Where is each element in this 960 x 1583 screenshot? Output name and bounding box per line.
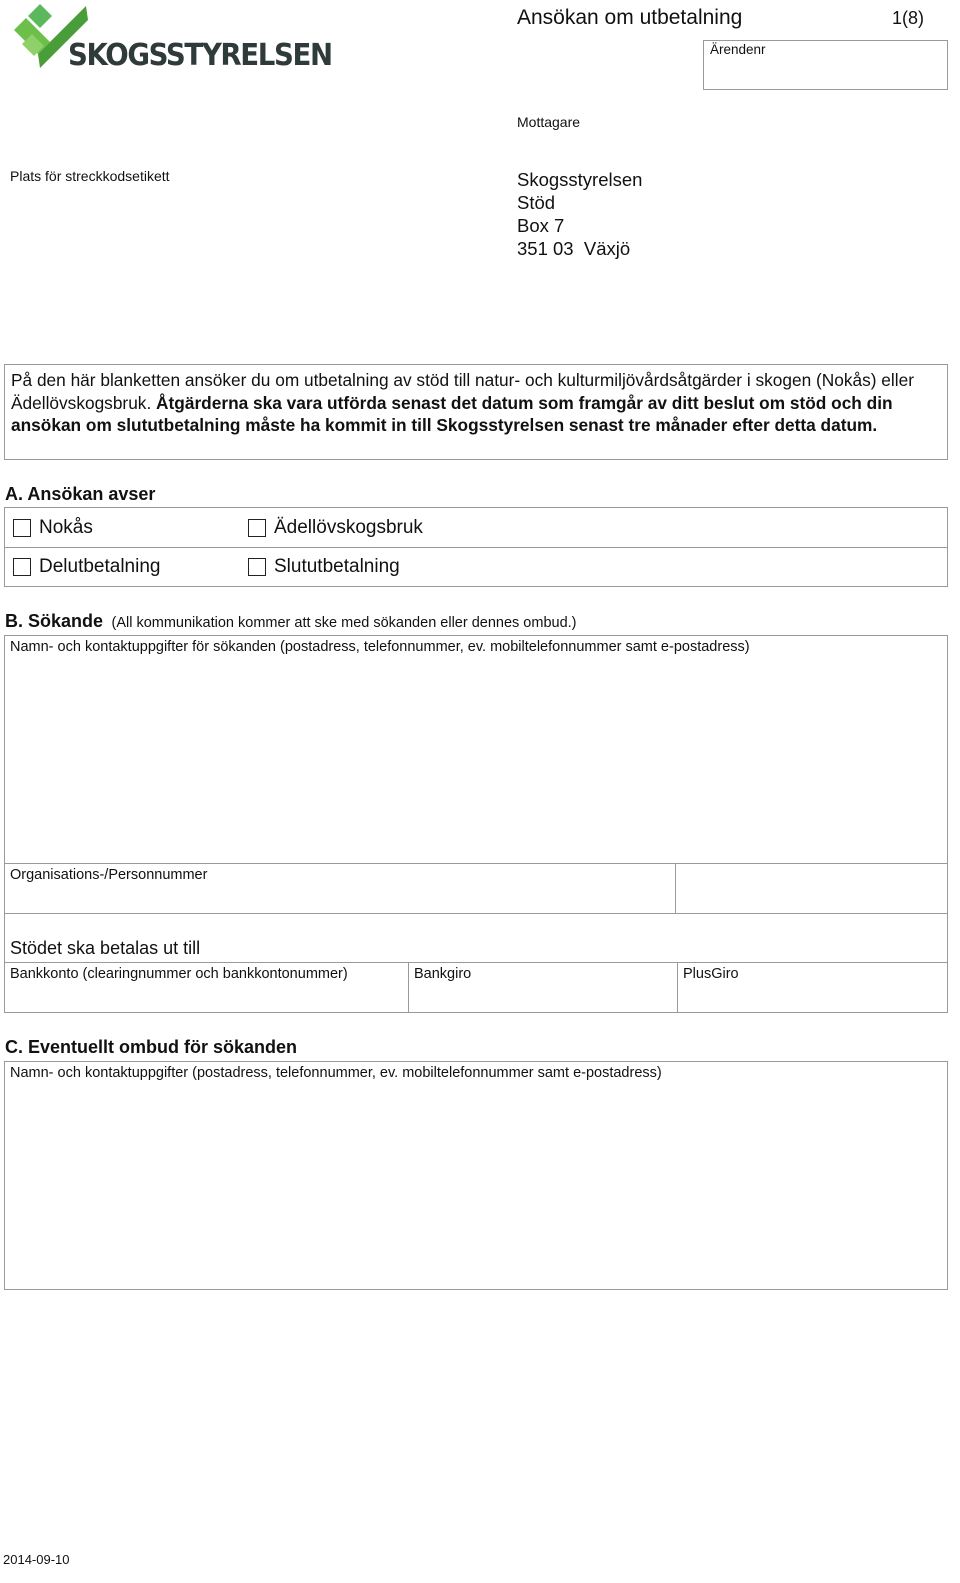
case-number-input[interactable]: [710, 61, 944, 87]
section-a-divider: [5, 547, 947, 548]
address-line-4: 351 03 Växjö: [517, 238, 631, 259]
intro-box: [4, 364, 948, 460]
slututbetalning-label: Slututbetalning: [274, 556, 400, 577]
agent-contact-label: Namn- och kontaktuppgifter (postadress, telefonnummer, ev. mobiltelefonnummer samt e-postadress): [10, 1065, 662, 1081]
slututbetalning-checkbox[interactable]: [248, 558, 266, 576]
barcode-label: Plats för streckkodsetikett: [10, 168, 170, 184]
bankgiro-box[interactable]: [408, 962, 678, 1013]
payment-heading-box: [4, 913, 948, 963]
applicant-contact-box[interactable]: [4, 635, 948, 864]
section-a-box: [4, 507, 948, 587]
bank-account-label: Bankkonto (clearingnummer och bankkontonummer): [10, 966, 348, 982]
form-title: Ansökan om utbetalning: [517, 6, 743, 29]
applicant-contact-label: Namn- och kontaktuppgifter för sökanden (postadress, telefonnummer, ev. mobiltelefonnummer samt e-postadress): [10, 639, 750, 655]
section-b-title: B. Sökande: [5, 611, 104, 631]
page-indicator: 1(8): [892, 8, 925, 28]
address-line-3: Box 7: [517, 215, 565, 236]
section-c-title: C. Eventuellt ombud för sökanden: [5, 1037, 298, 1057]
plusgiro-label: PlusGiro: [683, 966, 739, 982]
applicant-contact-input[interactable]: [10, 660, 944, 862]
plusgiro-input[interactable]: [683, 985, 946, 1011]
bankgiro-label: Bankgiro: [414, 966, 472, 982]
bank-account-input[interactable]: [10, 985, 407, 1011]
recipient-address: [517, 168, 642, 260]
footer-date: 2014-09-10: [3, 1552, 70, 1567]
intro-text: På den här blanketten ansöker du om utbetalning av stöd till natur- och kulturmiljövårdsåtgärder i skogen (Nokås) eller Ädellövskogsbruk.: [11, 370, 914, 413]
address-line-2: Stöd: [517, 192, 556, 213]
orgnr-extra-box[interactable]: [675, 863, 948, 914]
plusgiro-box[interactable]: [677, 962, 948, 1013]
bank-account-box[interactable]: [4, 962, 409, 1013]
logo: [10, 4, 332, 74]
nokas-checkbox[interactable]: [13, 519, 31, 537]
case-number-label: Ärendenr: [710, 42, 766, 57]
section-b-heading: [5, 611, 577, 632]
logo-text: SKOGSSTYRELSEN: [68, 38, 332, 73]
section-b-note: (All kommunikation kommer att ske med sökanden eller dennes ombud.): [111, 615, 577, 631]
bankgiro-input[interactable]: [414, 985, 676, 1011]
adellov-label: Ädellövskogsbruk: [274, 517, 423, 538]
intro-deadline-text: Åtgärderna ska vara utförda senast det datum som framgår av ditt beslut om stöd och din ansökan om slututbetalning måste ha kommit in till Skogsstyrelsen senast tre månader efter detta datum.: [11, 392, 893, 436]
case-number-box[interactable]: [703, 40, 948, 90]
delutbetalning-checkbox[interactable]: [13, 558, 31, 576]
section-a-title: A. Ansökan avser: [5, 484, 156, 504]
agent-contact-input[interactable]: [10, 1086, 944, 1288]
orgnr-label: Organisations-/Personnummer: [10, 867, 208, 883]
orgnr-box[interactable]: [4, 863, 676, 914]
payment-heading: Stödet ska betalas ut till: [10, 938, 201, 958]
delutbetalning-label: Delutbetalning: [39, 556, 161, 577]
orgnr-input[interactable]: [10, 886, 674, 912]
nokas-label: Nokås: [39, 517, 93, 538]
agent-contact-box[interactable]: [4, 1061, 948, 1290]
address-line-1: Skogsstyrelsen: [517, 169, 643, 190]
adellov-checkbox[interactable]: [248, 519, 266, 537]
recipient-label: Mottagare: [517, 114, 581, 130]
